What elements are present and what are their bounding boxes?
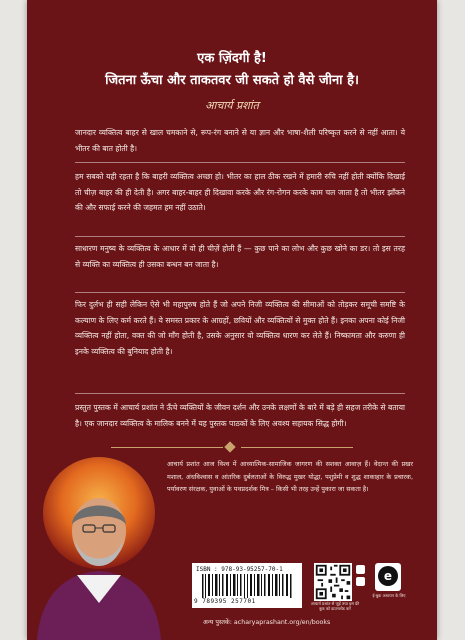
paragraph-divider xyxy=(75,162,405,163)
paragraph-divider xyxy=(75,292,405,293)
headline-line-2: जितना ऊँचा और ताकतवर जी सकते हो वैसे जीना है। xyxy=(105,73,359,88)
apple-icon[interactable] xyxy=(356,565,365,574)
about-author: आचार्य प्रशांत आज विश्व में आध्यात्मिक-सामाजिक जागरण की सशक्त आवाज़ हैं। वेदान्त की प्रखर मशाल, अंधविश्वास व आंतरिक दुर्बलताओं के विरुद्ध मुखर योद्धा, पशुप्रेमी व शुद्ध शाकाहार के प्रचारक, पर्यावरण संरक्षक, युवाओं के पथप्रदर्शक मित्र – किसी भी तरह उन्हें पुकारा जा सकता है। xyxy=(167,460,413,493)
qr-caption: आचार्य प्रशांत से जुड़ें तथा इस फ्री बुक को डाउनलोड करें xyxy=(310,601,360,611)
barcode-icon xyxy=(202,574,294,598)
isbn-barcode xyxy=(192,563,302,608)
isbn-text: ISBN : 978-93-95257-70-1 xyxy=(196,566,283,573)
blurb-paragraph-3: साधारण मनुष्य के व्यक्तित्व के आधार में वो ही चीज़ें होती हैं — कुछ पाने का लोभ और कुछ खोने का डर। तो इस तरह से व्यक्ति का व्यक्तित्व ही उसका बन्धन बन जाता है। xyxy=(75,244,405,269)
blurb-paragraph-1: जानदार व्यक्तित्व बाहर से खाल चमकाने से, रूप-रंग बनाने से या ज्ञान और भाषा-शैली परिष्कृत करने से नहीं आता। ये भीतर की बात होती है। xyxy=(75,128,405,153)
blurb-paragraph-4: फिर दुर्लभ ही सही लेकिन ऐसे भी महापुरुष होते हैं जो अपने निजी व्यक्तित्व की सीमाओं को तोड़कर समूची समष्टि के कल्याण के लिए कर्म करते हैं। ये समस्त प्रकार के आग्रहों, छवियों और व्यक्तित्वों से मुक्त होते हैं। इनका अपना कोई निजी व्यक्तित्व नहीं होता, वक्त की जो माँग होती है, उसके अनुसार वो व्यक्तित्व धारण कर लेते हैं। निष्कामता और करुणा ही इनके व्यक्तित्व की बुनियाद होती है। xyxy=(75,300,405,356)
qr-code-icon[interactable] xyxy=(314,563,352,601)
book-back-cover xyxy=(27,0,437,640)
blurb-paragraph-5: प्रस्तुत पुस्तक में आचार्य प्रशांत ने ऊँचे व्यक्तियों के जीवन दर्शन और उनके लक्षणों के बारे में बड़े ही सहज तरीके से बताया है। एक जानदार व्यक्तित्व के मालिक बनने में यह पुस्तक पाठकों के लिए अवश्य सहायक सिद्ध होगी। xyxy=(75,403,405,428)
blurb-paragraph-2: हम सबको यही रहता है कि बाहरी व्यक्तित्व अच्छा हो। भीतर का हाल ठीक रखने में हमारी रुचि नहीं होती क्योंकि दिखाई तो चीज़ बाहर की ही देती है। अगर बाहर-बाहर ही दिखावा करके और रंग-रोगन करके काम चल जाता है तो भीतर झाँकने की और सफाई करने की जहमत हम नहीं उठाते। xyxy=(75,172,405,212)
paragraph-divider xyxy=(75,393,405,394)
author-signature: आचार्य प्रशांत xyxy=(205,99,259,112)
ebook-logo xyxy=(375,563,401,591)
author-portrait xyxy=(27,453,167,640)
headline-line-1: एक ज़िंदगी है! xyxy=(197,51,267,66)
play-store-icon[interactable] xyxy=(356,577,365,586)
barcode-digits: 9 789395 257701 xyxy=(194,598,256,605)
e-icon: e xyxy=(378,566,398,586)
paragraph-divider xyxy=(75,236,405,237)
other-books-link[interactable]: अन्य पुस्तकें: acharyaprashant.org/en/books xyxy=(203,619,331,626)
ebook-caption: ई-बुक अध्ययन के लिए xyxy=(372,593,406,598)
